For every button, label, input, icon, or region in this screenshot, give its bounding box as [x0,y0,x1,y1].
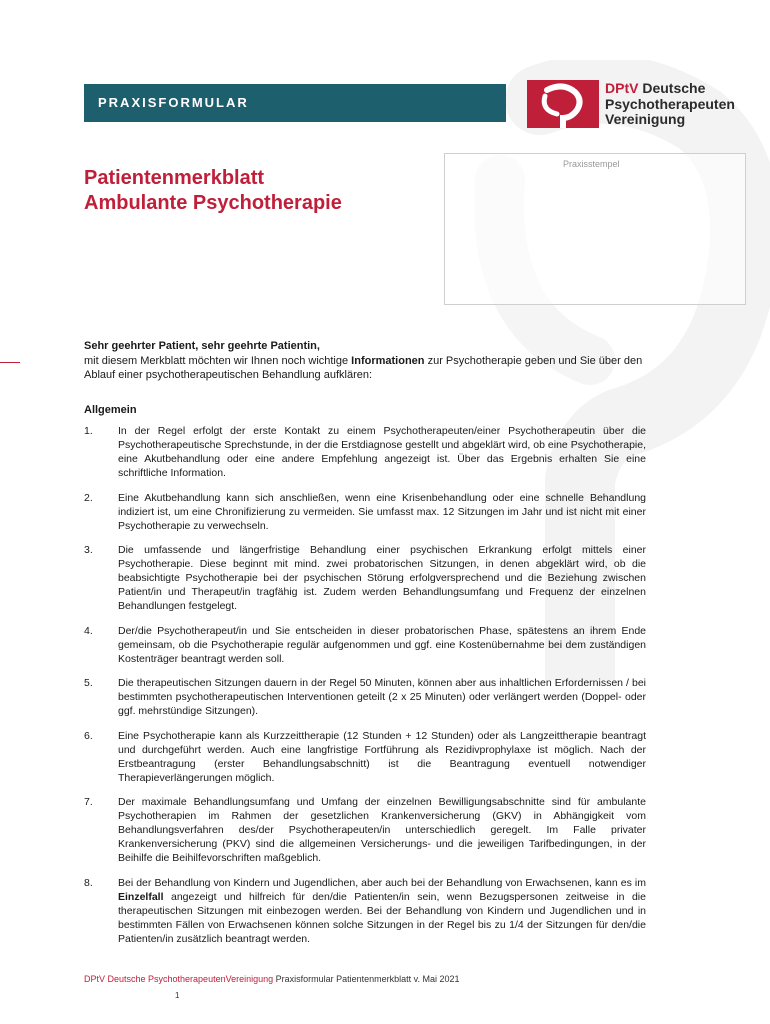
page-title [84,166,342,216]
item-text: Eine Akutbehandlung kann sich anschließen, wenn eine Krisenbehandlung oder eine schnelle Behandlung indiziert ist, um eine Chronifizierung zu vermeiden. Sie umfasst max. 12 Sitzungen im Jahr und ist nicht mit einer Psychotherapie zu verwechseln. [118,491,646,532]
item-number: 4. [84,624,93,637]
footer [84,974,460,984]
title-line-2: Ambulante Psychotherapie [84,192,342,214]
form-type-banner [84,84,506,122]
item-text: In der Regel erfolgt der erste Kontakt zu einem Psychotherapeuten/einer Psychotherapeutin über die Psychotherapeutische Sprechstunde, in der die Erstdiagnose gestellt und abgeklärt wird, ob eine Psychotherapie, eine Akutbehandlung oder eine andere Empfehlung angezeigt ist. Über das Ergebnis erhalten Sie eine schriftliche Information. [118,425,646,479]
item-number: 1. [84,425,93,437]
item-number: 5. [84,677,93,689]
list-item [84,543,646,613]
item-text: Eine Psychotherapie kann als Kurzzeittherapie (12 Stunden + 12 Stunden) oder als Langzeittherapie beantragt und durchgeführt werden. Auch eine langfristige Fortführung als Rezidivprophylaxe ist möglich. Nach der Erstbeantragung (erster Behandlungsabschnitt) ist die Beantragung eventuell notwendiger Therapieverlängerungen möglich. [118,729,646,784]
dptv-logo-mark-icon [527,80,599,128]
logo-text-line3: Vereinigung [605,111,686,127]
item-text-part: Bei der Behandlung von Kindern und Jugendlichen, aber auch bei der Behandlung von Erwachsenen, kann es im [118,876,646,889]
list-item [84,491,646,533]
list-item [84,624,646,666]
fold-mark [0,362,20,363]
intro-text-part: zur Psychotherapie geben und Sie über den Ablauf einer psychotherapeutischen Behandlung aufklären: [84,354,643,381]
page-number: 1 [175,991,180,1000]
logo-text-line1: Deutsche [638,80,706,96]
item-text: Der maximale Behandlungsumfang und Umfang der einzelnen Bewilligungsabschnitte sind für ambulante Psychotherapien im Rahmen der gesetzlichen Krankenversicherung (GKV) in Abhängigkeit vom Behandlungsverfahren des/der Psychotherapeuten/in unterschiedlich geregelt. Im Falle privater Krankenversicherung (PKV) sind die allgemeinen Versicherungs- und die jeweiligen Tarifbedingungen, in der Beihilfe die Beihilfevorschriften maßgeblich. [118,796,646,864]
intro-text [84,354,674,383]
list-item [84,795,646,865]
info-list [84,424,646,956]
dptv-logo-text [605,81,735,128]
logo-text-prefix: DPtV [605,80,639,96]
footer-doc-info: Praxisformular Patientenmerkblatt v. Mai 2021 [273,974,460,984]
dptv-logo [527,80,747,130]
item-text [118,876,646,946]
stamp-label: Praxisstempel [563,159,620,169]
practice-stamp-box [444,153,746,305]
list-item [84,876,646,946]
item-text: Die therapeutischen Sitzungen dauern in der Regel 50 Minuten, können aber aus inhaltlichen Erfordernissen / bei bestimmten psychotherapeutischen Interventionen geteilt (2 x 25 Minuten) oder verlängert werden (Doppel- oder ggf. mehrstündige Sitzungen). [118,677,646,717]
salutation: Sehr geehrter Patient, sehr geehrte Patientin, [84,340,320,352]
logo-text-line2: Psychotherapeuten [605,95,735,112]
item-number: 2. [84,491,93,504]
item-number: 3. [84,544,93,556]
intro-text-part: mit diesem Merkblatt möchten wir Ihnen noch wichtige [84,354,352,367]
intro-paragraph [84,339,674,383]
item-text-bold: Einzelfall [118,890,164,903]
item-text: Die umfassende und längerfristige Behandlung einer psychischen Erkrankung erfolgt mittels einer Psychotherapie. Diese beginnt mit mind. zwei probatorischen Sitzungen, in denen abgeklärt wird, ob die beabsichtigte Psychotherapie bei der psychischen Störung erfolgversprechend und die Beziehung zwischen Patient/in und Therapeut/in tragfähig ist. Zudem werden Behandlungsumfang und Frequenz der einzelnen Behandlungen festgelegt. [118,544,646,612]
list-item [84,424,646,480]
list-item [84,729,646,785]
item-number: 7. [84,796,93,808]
banner-label: PRAXISFORMULAR [98,95,249,110]
section-heading: Allgemein [84,404,137,416]
title-line-1: Patientenmerkblatt [84,167,265,189]
intro-text-bold: Informationen [351,354,425,367]
item-number: 6. [84,729,93,742]
footer-org: DPtV Deutsche PsychotherapeutenVereinigung [84,974,274,984]
item-number: 8. [84,876,93,889]
item-text-part: angezeigt und hilfreich für den/die Patienten/in sein, wenn Bezugspersonen zeitweise in die therapeutischen Sitzungen mit einbezogen werden. Bei der Behandlung von Kindern und Jugendlichen und in bestimmten Fällen von Erwachsenen können solche Sitzungen in der Regel bis zu 1/4 der Sitzungen für den/die Patienten/in zusätzlich beantragt werden. [118,890,646,945]
item-text: Der/die Psychotherapeut/in und Sie entscheiden in dieser probatorischen Phase, spätestens an ihrem Ende gemeinsam, ob die Psychotherapie regulär aufgenommen und ggf. eine Kostenübernahme bei dem zuständigen Kostenträger beantragt werden soll. [118,624,646,665]
list-item [84,676,646,718]
